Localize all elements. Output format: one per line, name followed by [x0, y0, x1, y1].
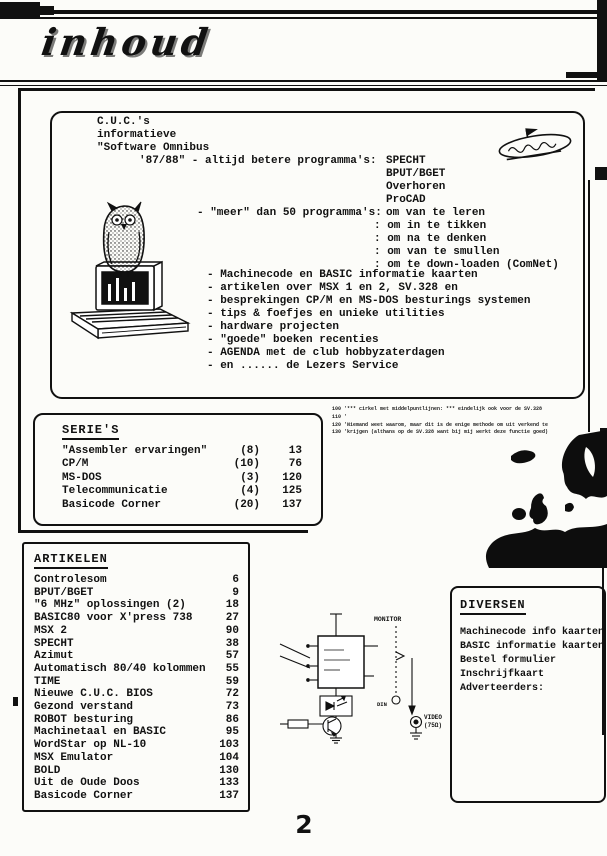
program-category: : om na te denken — [374, 233, 487, 245]
omnibus-fifty-label: - "meer" dan 50 programma's: — [197, 207, 382, 219]
omnibus-intro-line: C.U.C.'s — [97, 116, 150, 128]
series-episode-count: (10) — [233, 458, 260, 471]
article-page-number: 55 — [225, 662, 239, 675]
series-episode-count: (8) — [240, 445, 260, 457]
article-label: TIME — [34, 675, 61, 688]
article-page-number: 72 — [225, 688, 239, 701]
series-box — [33, 413, 323, 526]
series-page-number: 120 — [282, 471, 302, 484]
omnibus-bullet: - Machinecode en BASIC informatie kaarten — [207, 269, 478, 281]
diversen-list — [460, 626, 605, 696]
article-row — [34, 676, 239, 689]
article-row — [34, 726, 239, 739]
articles-title: ARTIKELEN — [34, 552, 239, 566]
article-label: Azimut — [34, 650, 74, 663]
program-category: : om te down-loaden (ComNet) — [374, 259, 559, 271]
omnibus-bullet: - en ...... de Lezers Service — [207, 360, 399, 372]
outer-frame-bottom-segment — [18, 530, 308, 533]
omnibus-bullet: - AGENDA met de club hobbyzaterdagen — [207, 347, 445, 359]
omnibus-bullet: - artikelen over MSX 1 en 2, SV.328 en — [207, 282, 458, 294]
computer-base — [72, 309, 188, 338]
article-label: Automatisch 80/40 kolommen — [34, 662, 206, 675]
program-category: : om in te tikken — [374, 220, 487, 232]
map-iceland — [511, 450, 535, 463]
series-page-number: 76 — [288, 458, 302, 471]
article-row — [34, 714, 239, 727]
omnibus-bullet: - besprekingen CP/M en MS-DOS besturings systemen — [207, 295, 531, 307]
article-label: Basicode Corner — [34, 789, 134, 802]
title-rule-1 — [0, 80, 607, 82]
video-label: VIDEO — [424, 714, 443, 721]
program-name: SPECHT — [386, 155, 426, 167]
omnibus-bullet-list — [207, 269, 530, 373]
map-scandinavia — [562, 430, 607, 499]
series-row — [62, 445, 321, 458]
article-row — [34, 625, 239, 638]
series-page-number: 137 — [282, 498, 302, 511]
page-title: inhoud — [38, 20, 215, 64]
article-page-number: 6 — [232, 574, 239, 586]
program-category: om van te leren — [386, 207, 486, 219]
video-schematic-icon — [274, 606, 446, 744]
article-label: BPUT/BGET — [34, 586, 94, 599]
diversen-box — [450, 586, 606, 803]
omnibus-intro — [97, 116, 209, 155]
article-label: MSX Emulator — [34, 751, 114, 764]
article-row — [34, 739, 239, 752]
article-label: BOLD — [34, 764, 61, 777]
article-page-number: 95 — [225, 726, 239, 739]
omnibus-intro-line: "Software Omnibus — [97, 142, 210, 154]
article-row — [34, 790, 239, 803]
article-page-number: 57 — [225, 650, 239, 663]
map-britain — [529, 493, 547, 524]
fine-print-line: 130 'krijgen (althans op de SV.328 want bij mij werkt deze functie goed) — [332, 429, 549, 436]
series-label: "Assembler ervaringen" — [62, 445, 208, 457]
article-row — [34, 587, 239, 600]
diversen-item: Machinecode info kaarten — [460, 627, 605, 638]
outer-frame-left — [18, 88, 21, 533]
diversen-item: BASIC informatie kaarten — [460, 641, 605, 652]
top-rule-thick — [0, 10, 607, 14]
article-page-number: 59 — [225, 675, 239, 688]
articles-box — [22, 542, 250, 812]
outer-frame-right-segment — [588, 180, 590, 432]
article-row — [34, 638, 239, 651]
club-stamp-icon — [492, 124, 578, 168]
fine-print-line: 110 ' — [332, 413, 348, 420]
fine-print-line: 100 '*** cirkel met middelpuntlijnen: *** eindelijk ook voor de SV.328 — [332, 406, 543, 412]
program-name: ProCAD — [386, 194, 426, 206]
article-row — [34, 777, 239, 790]
article-row — [34, 752, 239, 765]
article-row — [34, 688, 239, 701]
series-row — [62, 485, 321, 498]
series-row — [62, 499, 321, 512]
article-row — [34, 574, 239, 587]
page-number: 2 — [295, 810, 313, 839]
right-edge-bar — [597, 0, 607, 80]
program-name: BPUT/BGET — [386, 168, 446, 180]
article-page-number: 137 — [219, 789, 239, 802]
article-row — [34, 612, 239, 625]
fine-print-line: 120 'Niemand weet waarom, maar dit is de enige methode om uit verkend te — [332, 421, 549, 428]
rule-heavy-segment — [566, 72, 607, 78]
article-label: Controlesom — [34, 574, 107, 586]
omnibus-bullet: - tips & foefjes en unieke utilities — [207, 308, 445, 320]
article-page-number: 9 — [232, 586, 239, 599]
article-page-number: 130 — [219, 764, 239, 777]
article-page-number: 73 — [225, 701, 239, 714]
omnibus-bullet: - "goede" boeken recenties — [207, 334, 379, 346]
scan-blip-right — [595, 167, 607, 180]
article-label: "6 MHz" oplossingen (2) — [34, 599, 186, 612]
series-row — [62, 458, 321, 471]
article-row — [34, 663, 239, 676]
article-label: Nieuwe C.U.C. BIOS — [34, 688, 153, 701]
article-label: SPECHT — [34, 637, 74, 650]
diversen-item: Inschrijfkaart — [460, 669, 545, 680]
article-row — [34, 650, 239, 663]
article-page-number: 18 — [225, 599, 239, 612]
article-label: Gezond verstand — [34, 701, 134, 714]
series-label: Basicode Corner — [62, 498, 162, 511]
omnibus-intro-line: informatieve — [97, 129, 177, 141]
article-page-number: 90 — [225, 624, 239, 637]
top-rule-thin — [0, 17, 607, 19]
impedance-label: (75Ω) — [424, 722, 443, 729]
series-label: Telecommunicatie — [62, 485, 168, 498]
articles-list — [34, 574, 239, 803]
article-label: ROBOT besturing — [34, 713, 134, 726]
series-label: CP/M — [62, 458, 89, 471]
europe-map-icon — [479, 430, 607, 568]
diversen-title: DIVERSEN — [460, 598, 598, 612]
series-episode-count: (3) — [240, 471, 260, 484]
title-rule-2 — [0, 85, 607, 86]
scan-tick-left — [13, 697, 18, 706]
article-page-number: 104 — [219, 751, 239, 764]
omnibus-year-label: '87/88" - altijd betere programma's: — [139, 155, 377, 167]
outer-frame-top — [18, 88, 595, 91]
series-page-number: 125 — [282, 485, 302, 498]
series-title: SERIE'S — [62, 423, 321, 437]
article-label: Machinetaal en BASIC — [34, 726, 167, 739]
article-page-number: 103 — [219, 739, 239, 752]
map-denmark — [565, 503, 574, 512]
series-list — [62, 445, 321, 512]
map-ireland — [512, 508, 526, 520]
program-name: Overhoren — [386, 181, 446, 193]
article-label: Uit de Oude Doos — [34, 777, 140, 790]
article-page-number: 86 — [225, 713, 239, 726]
series-page-number: 13 — [288, 445, 302, 457]
owl-on-computer-icon — [62, 208, 194, 340]
omnibus-category-list — [374, 207, 559, 272]
diversen-item: Bestel formulier — [460, 655, 557, 666]
omnibus-bullet: - hardware projecten — [207, 321, 340, 333]
diversen-item: Adverteerders: — [460, 683, 545, 694]
article-row — [34, 765, 239, 778]
din-label: DIN — [377, 701, 387, 708]
article-page-number: 38 — [225, 637, 239, 650]
series-row — [62, 472, 321, 485]
article-row — [34, 701, 239, 714]
article-page-number: 27 — [225, 612, 239, 625]
program-category: : om van te smullen — [374, 246, 500, 258]
software-omnibus-box — [50, 111, 585, 399]
article-page-number: 133 — [219, 777, 239, 790]
article-label: WordStar op NL-10 — [34, 739, 147, 752]
article-row — [34, 599, 239, 612]
monitor-label: MONITOR — [374, 616, 402, 623]
series-episode-count: (4) — [240, 485, 260, 498]
article-label: MSX 2 — [34, 624, 68, 637]
owl — [104, 202, 144, 277]
series-episode-count: (20) — [233, 498, 260, 511]
omnibus-program-list — [386, 155, 445, 207]
series-label: MS-DOS — [62, 471, 102, 484]
map-continent — [486, 524, 607, 568]
article-label: BASIC80 voor X'press 738 — [34, 612, 193, 625]
